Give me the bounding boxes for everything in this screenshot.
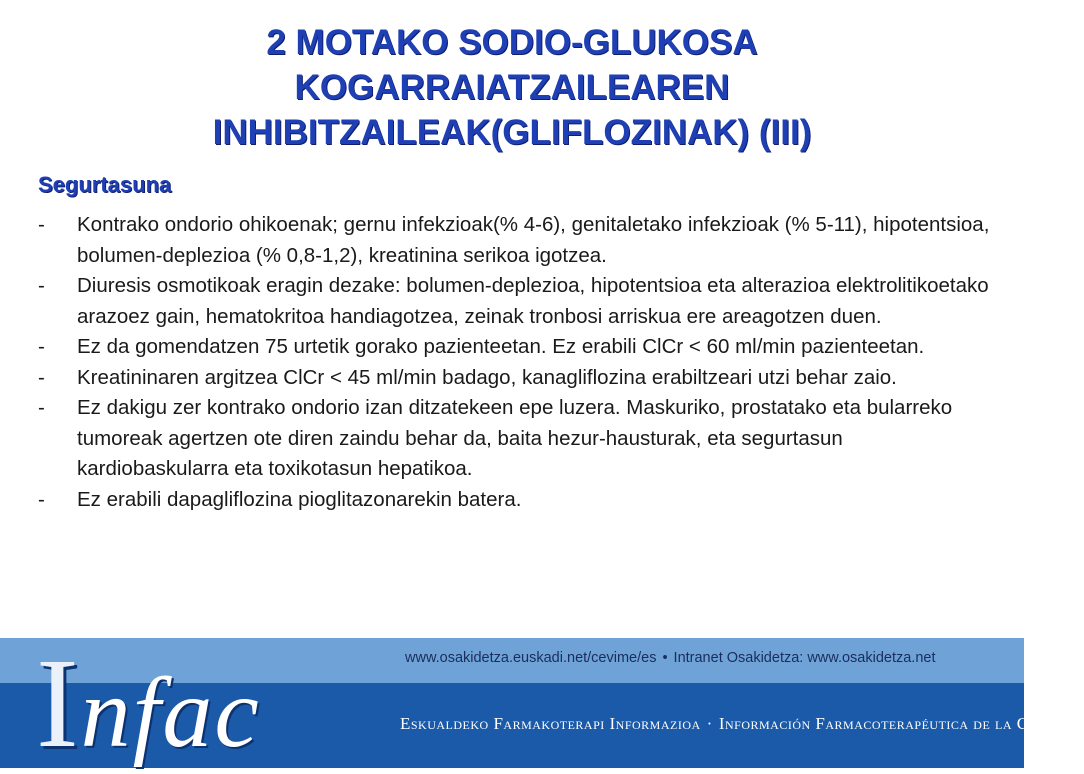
bullet-text: Kreatininaren argitzea ClCr < 45 ml/min badago, kanagliflozina erabiltzeari utzi behar zaio. — [77, 365, 897, 389]
bullet-item — [38, 485, 998, 516]
bullet-marker: - — [38, 365, 45, 389]
bullet-marker: - — [38, 396, 45, 419]
footer-links — [405, 650, 936, 666]
org-separator: · — [706, 714, 713, 733]
slide-title — [0, 20, 1024, 155]
bullet-text: Ez dakigu zer kontrako ondorio izan ditzatekeen epe luzera. Maskuriko, prostatako eta bularreko tumoreak agertzen ote diren zaindu behar da, baita hezur-hausturak, eta segurtasun kardiobaskularra eta toxikotasun hepatikoa. — [77, 396, 953, 480]
bullet-marker: - — [38, 487, 45, 511]
logo-rest: nfac — [80, 657, 261, 768]
bullet-item — [38, 271, 998, 332]
link-separator: • — [662, 650, 668, 666]
bullet-item — [38, 210, 998, 271]
organization-name — [400, 714, 1084, 734]
bullet-item — [38, 393, 998, 485]
title-line-3: INHIBITZAILEAK(GLIFLOZINAK) (III) — [212, 113, 812, 152]
bullet-text: Ez erabili dapagliflozina pioglitazonarekin batera. — [77, 487, 522, 511]
bullet-marker: - — [38, 274, 45, 297]
bullet-marker: - — [38, 213, 45, 236]
title-line-1: 2 MOTAKO SODIO-GLUKOSA — [266, 23, 758, 62]
cevime-link[interactable]: www.osakidetza.euskadi.net/cevime/es — [405, 650, 657, 666]
org-name-basque: Eskualdeko Farmakoterapi Informazioa — [400, 714, 701, 733]
bullet-text: Ez da gomendatzen 75 urtetik gorako pazienteetan. Ez erabili ClCr < 60 ml/min pazienteetan. — [77, 335, 925, 358]
org-name-spanish: Información Farmacoterapéutica de la Comarca — [718, 714, 1084, 733]
bullet-item — [38, 332, 998, 363]
bullet-item — [38, 363, 998, 394]
logo-initial: I — [36, 632, 81, 774]
bullet-text: Kontrako ondorio ohikoenak; gernu infekzioak(% 4-6), genitaletako infekzioak (% 5-11), hipotentsioa, bolumen-deplezioa (% 0,8-1,2), kreatinina serikoa igotzea. — [77, 213, 990, 267]
bullet-list — [38, 210, 998, 515]
section-heading: Segurtasuna — [38, 172, 172, 197]
intranet-link[interactable]: Intranet Osakidetza: www.osakidetza.net — [673, 650, 936, 666]
title-line-2: KOGARRAIATZAILEAREN — [294, 68, 730, 107]
infac-logo — [36, 632, 261, 774]
bullet-text: Diuresis osmotikoak eragin dezake: bolumen-deplezioa, hipotentsioa eta alterazioa elektrolitikoetako arazoez gain, hematokritoa handiagotzea, zeinak tronbosi arriskua ere areagotzen duen. — [77, 274, 989, 328]
bullet-marker: - — [38, 335, 45, 358]
footer-banner — [0, 632, 1084, 774]
